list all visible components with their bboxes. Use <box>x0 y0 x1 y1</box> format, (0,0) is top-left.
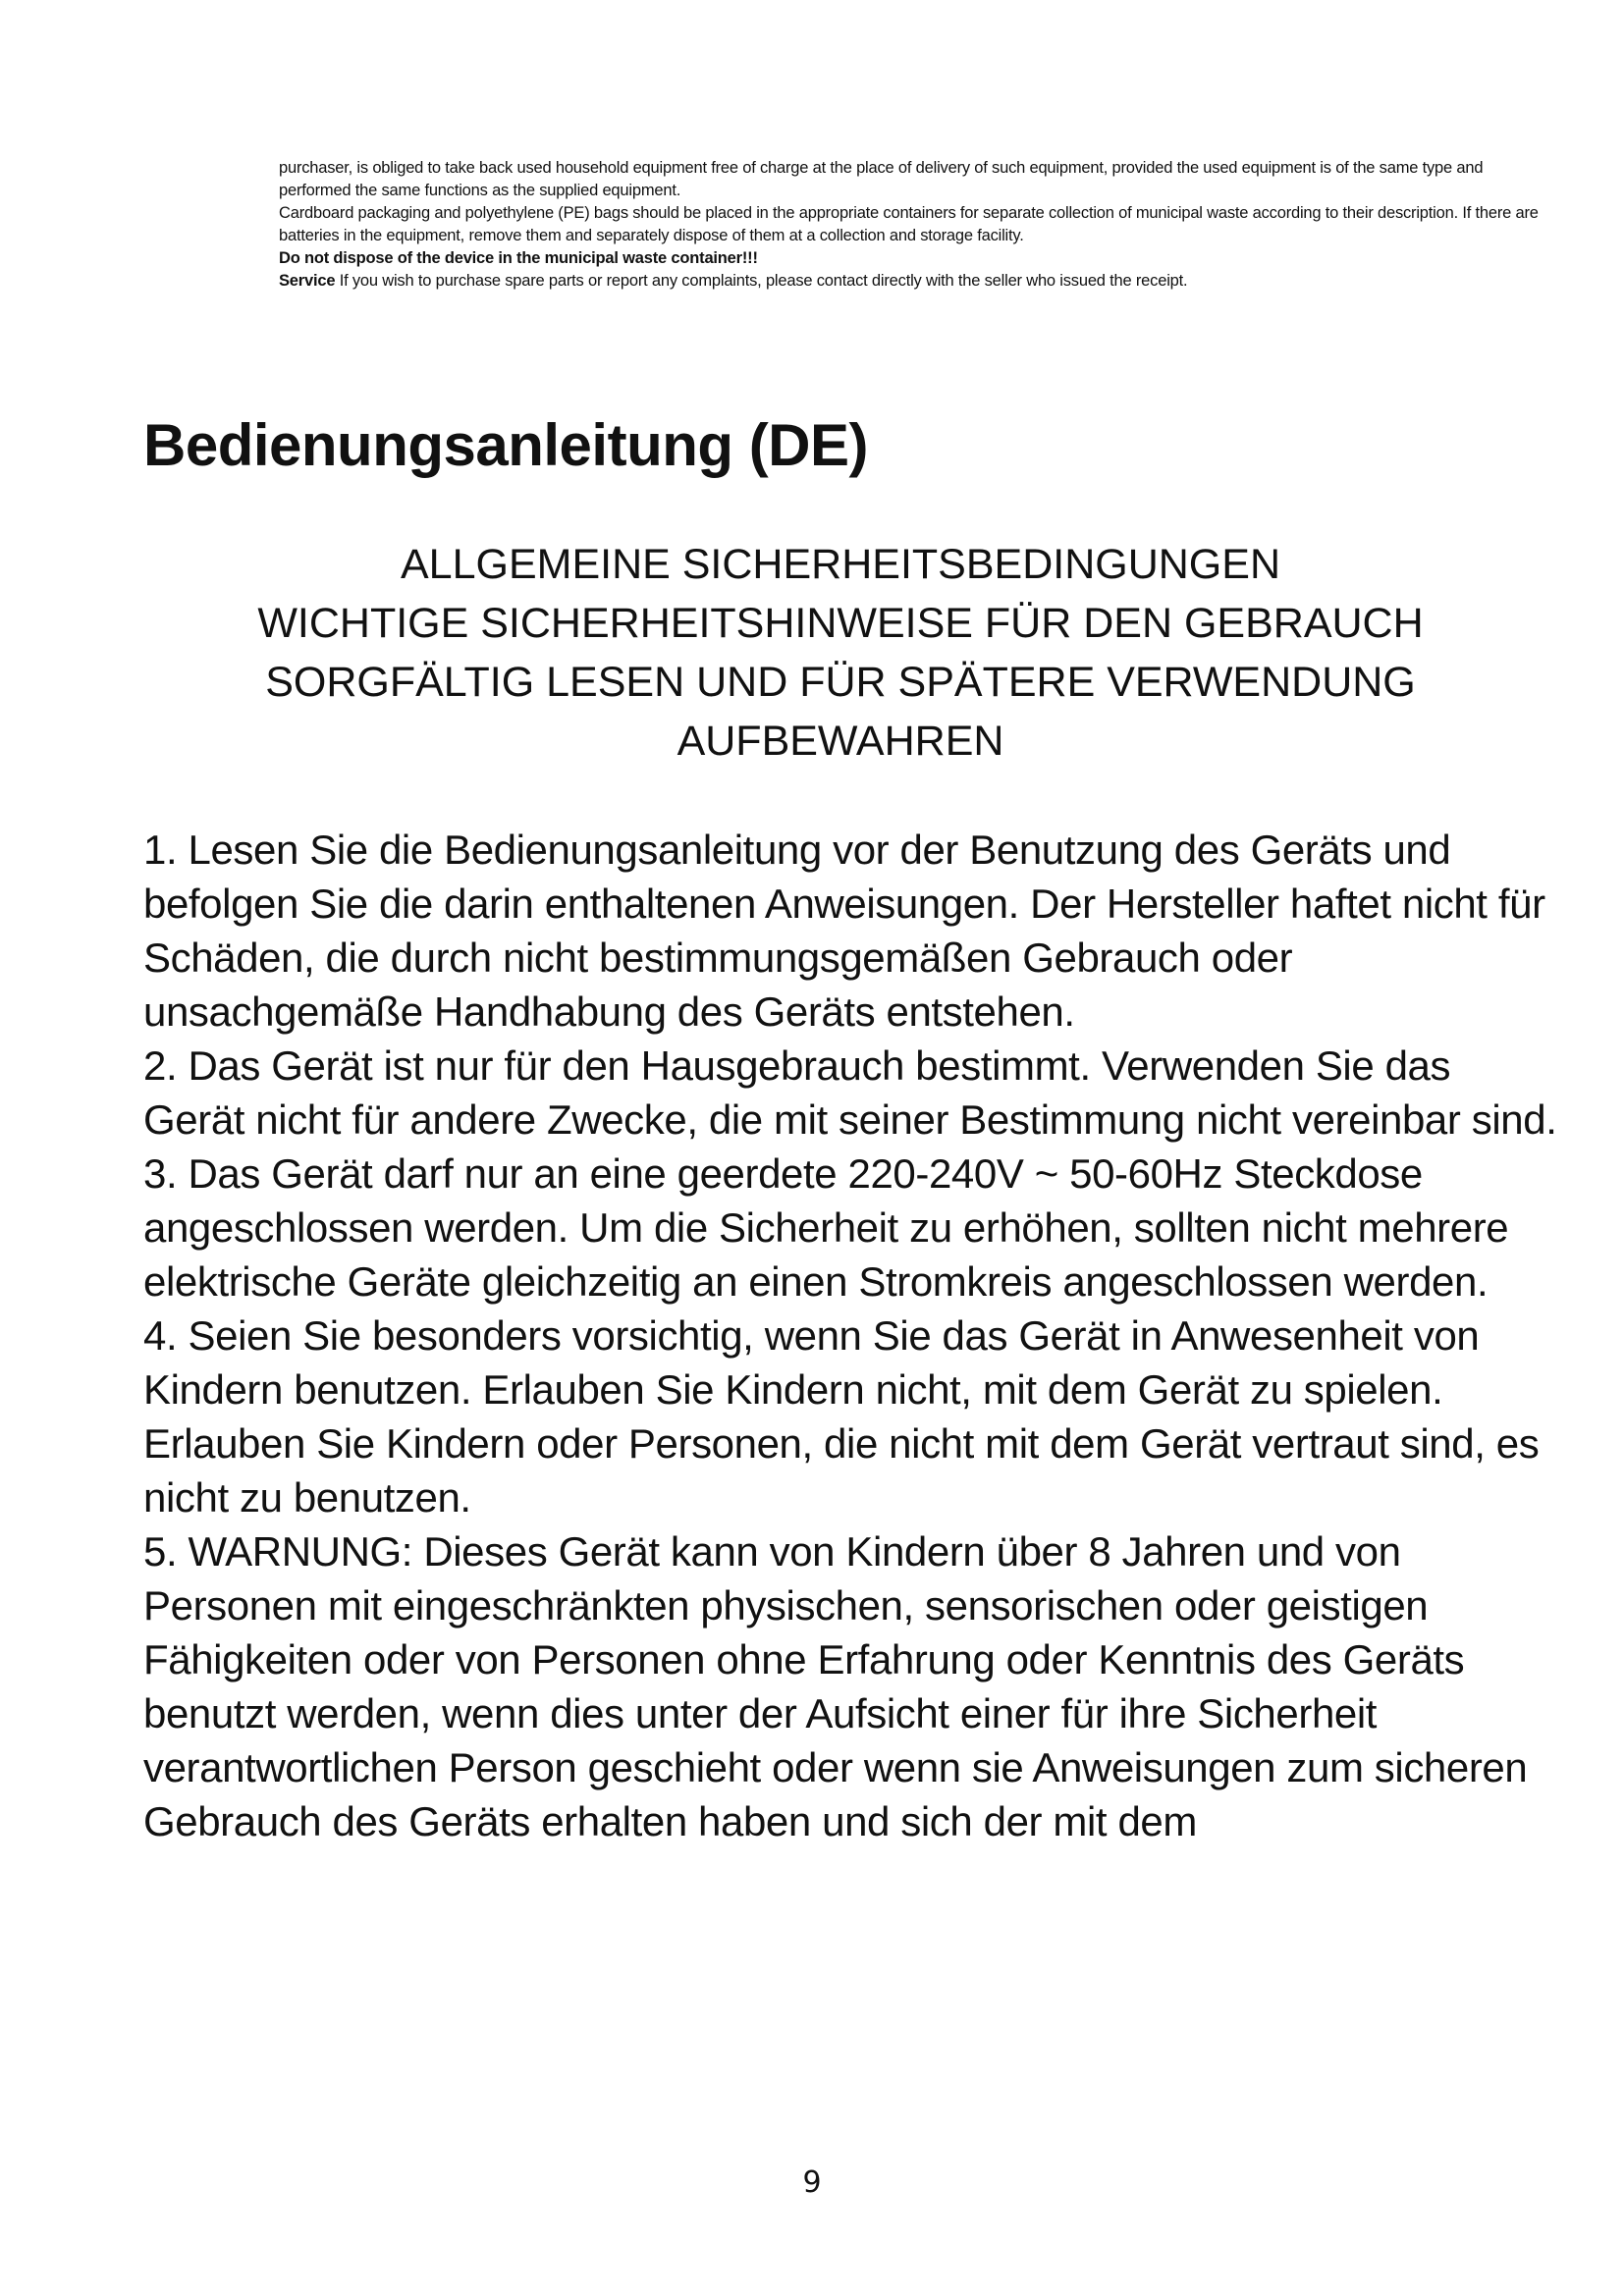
safety-instructions <box>143 823 1557 1848</box>
instruction-item-5: 5. WARNUNG: Dieses Gerät kann von Kindern über 8 Jahren und von Personen mit eingeschränkten physischen, sensorischen oder geistigen Fähigkeiten oder von Personen ohne Erfahrung oder Kenntnis des Geräts benutzt werden, wenn dies unter der Aufsicht einer für ihre Sicherheit verantwortlichen Person geschieht oder wenn sie Anweisungen zum sicheren Gebrauch des Geräts erhalten haben und sich der mit dem <box>143 1528 1528 1844</box>
page-number: 9 <box>802 2165 822 2200</box>
disposal-warning <box>279 247 1545 270</box>
top-notes <box>279 157 1545 293</box>
instruction-item-1: 1. Lesen Sie die Bedienungsanleitung vor der Benutzung des Geräts und befolgen Sie die darin enthaltenen Anweisungen. Der Hersteller haftet nicht für Schäden, die durch nicht bestimmungsgemäßen Gebrauch oder unsachgemäße Handhabung des Geräts entstehen. <box>143 827 1545 1035</box>
headline-line: ALLGEMEINE SICHERHEITSBEDINGUNGEN <box>400 541 1280 588</box>
instruction-item-3: 3. Das Gerät darf nur an eine geerdete 220-240V ~ 50-60Hz Steckdose angeschlossen werden. Um die Sicherheit zu erhöhen, sollten nicht mehrere elektrische Geräte gleichzeitig an einen Stromkreis angeschlossen werden. <box>143 1150 1509 1305</box>
disposal-note: purchaser, is obliged to take back used household equipment free of charge at the place of delivery of such equipment, provided the used equipment is of the same type and performed the same functions as the supplied equipment. <box>279 159 1484 199</box>
instruction-item-4: 4. Seien Sie besonders vorsichtig, wenn Sie das Gerät in Anwesenheit von Kindern benutzen. Erlauben Sie Kindern nicht, mit dem Gerät zu spielen. Erlauben Sie Kindern oder Personen, die nicht mit dem Gerät vertraut sind, es nicht zu benutzen. <box>143 1312 1540 1521</box>
service-note <box>279 270 1545 293</box>
safety-headline <box>143 535 1538 771</box>
headline-line: SORGFÄLTIG LESEN UND FÜR SPÄTERE VERWENDUNG <box>265 659 1416 706</box>
disposal-warning-text: Do not dispose of the device in the municipal waste container!!! <box>279 249 758 267</box>
headline-line: WICHTIGE SICHERHEITSHINWEISE FÜR DEN GEBRAUCH <box>257 600 1424 647</box>
section-title: Bedienungsanleitung (DE) <box>143 412 868 478</box>
packaging-note: Cardboard packaging and polyethylene (PE) bags should be placed in the appropriate containers for separate collection of municipal waste according to their description. If there are batteries in the equipment, remove them and separately dispose of them at a collection and storage facility. <box>279 204 1539 244</box>
service-label: Service <box>279 272 336 290</box>
headline-line: AUFBEWAHREN <box>677 718 1004 765</box>
instruction-item-2: 2. Das Gerät ist nur für den Hausgebrauch bestimmt. Verwenden Sie das Gerät nicht für andere Zwecke, die mit seiner Bestimmung nicht vereinbar sind. <box>143 1042 1557 1143</box>
service-text: If you wish to purchase spare parts or report any complaints, please contact directly with the seller who issued the receipt. <box>335 272 1188 290</box>
